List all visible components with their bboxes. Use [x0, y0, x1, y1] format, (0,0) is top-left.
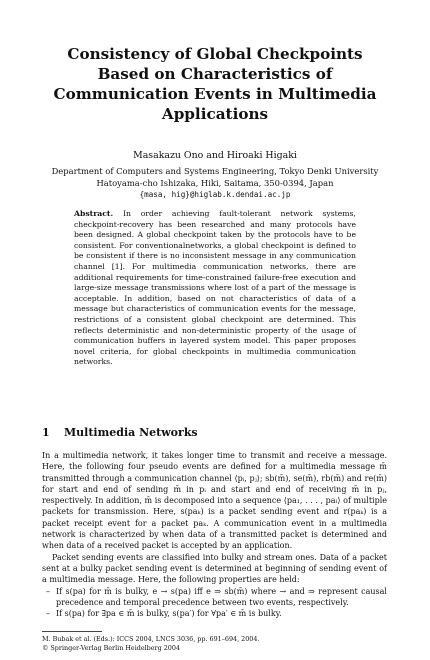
affiliation-email: {masa, hig}@higlab.k.dendai.ac.jp [139, 190, 291, 199]
affiliation-block [40, 166, 390, 201]
property-item-1 [46, 586, 387, 609]
section-title: Multimedia Networks [64, 426, 198, 439]
body-paragraph-1: In a multimedia network, it takes longer time to transmit and receive a message. Here, the following four pseudo events are defined for a multimedia message m̄ transmitted through a communication channel ⟨pᵢ, pⱼ⟩; sb(m̄), se(m̄), rb(m̄) and re(m̄) for start and end of sending m̄ in pᵢ and start and end of receiving m̄ in pⱼ, respectively. In addition, m̄ is decomposed into a sequence ⟨pa₁, . . . , paₗ⟩ of multiple packets for transmission. Here, s(paₖ) is a packet sending event and r(paₖ) is a packet receipt event for a packet paₖ. A communication event in a multimedia network is characterized by when data of a transmitted packet is determined and when data of a received packet is accepted by an application. [42, 451, 387, 551]
list-dash: – [46, 609, 50, 619]
footer-line-1: M. Bubak et al. (Eds.): ICCS 2004, LNCS 3036, pp. 691–694, 2004. [42, 635, 260, 643]
footer-citation [42, 635, 259, 652]
property-item-2 [46, 608, 387, 619]
section-body [42, 450, 387, 619]
paper-authors: Masakazu Ono and Hiroaki Higaki [133, 150, 297, 161]
section-number: 1 [42, 426, 50, 439]
abstract-label: Abstract. [74, 209, 114, 218]
property-list [42, 586, 387, 620]
section-heading [42, 426, 198, 439]
footnote-rule [42, 631, 102, 632]
affiliation-dept: Department of Computers and Systems Engineering, Tokyo Denki University [51, 166, 379, 176]
property-item-1-text: If s(pa) for m̄ is bulky, e → s(pa) iff e ⇒ sb(m̄) where → and ⇒ represent causal precedence and temporal precedence between two events, respectively. [56, 586, 387, 607]
footer-line-2: © Springer-Verlag Berlin Heidelberg 2004 [42, 643, 180, 652]
abstract-text: In order achieving fault-tolerant network systems, checkpoint-recovery has been researched and many protocols have been designed. A global checkpoint taken by the protocols have to be consistent. For conventionalnetworks, a global checkpoint is defined to be consistent if there is no inconsistent message in any communication channel [1]. For multimedia communication networks, there are additional requirements for time-constrained failure-free execution and large-size message transmissions where lost of a part of the message is acceptable. In addition, based on not characteristics of data of a message but characteristics of communication events for the message, restrictions of a consistent global checkpoint are determined. This reflects deterministic and non-deterministic property of the usage of communication buffers in layered system model. This paper proposes novel criteria, for global checkpoints in multimedia communication networks. [74, 209, 356, 367]
property-item-2-text: If s(pa) for ∃pa ∈ m̄ is bulky, s(pa′) for ∀pa′ ∈ m̄ is bulky. [56, 609, 282, 619]
paper-title: Consistency of Global Checkpoints Based on Characteristics of Communication Events in Multimedia Applications [53, 45, 377, 123]
list-dash: – [46, 586, 50, 596]
abstract [74, 209, 356, 368]
body-paragraph-2: Packet sending events are classified into bulky and stream ones. Data of a packet sent at a bulky packet sending event is determined at beginning of sending event of a multimedia message. Here, the following properties are held: [42, 552, 387, 585]
affiliation-address: Hatoyama-cho Ishizaka, Hiki, Saitama, 350-0394, Japan [96, 177, 334, 188]
